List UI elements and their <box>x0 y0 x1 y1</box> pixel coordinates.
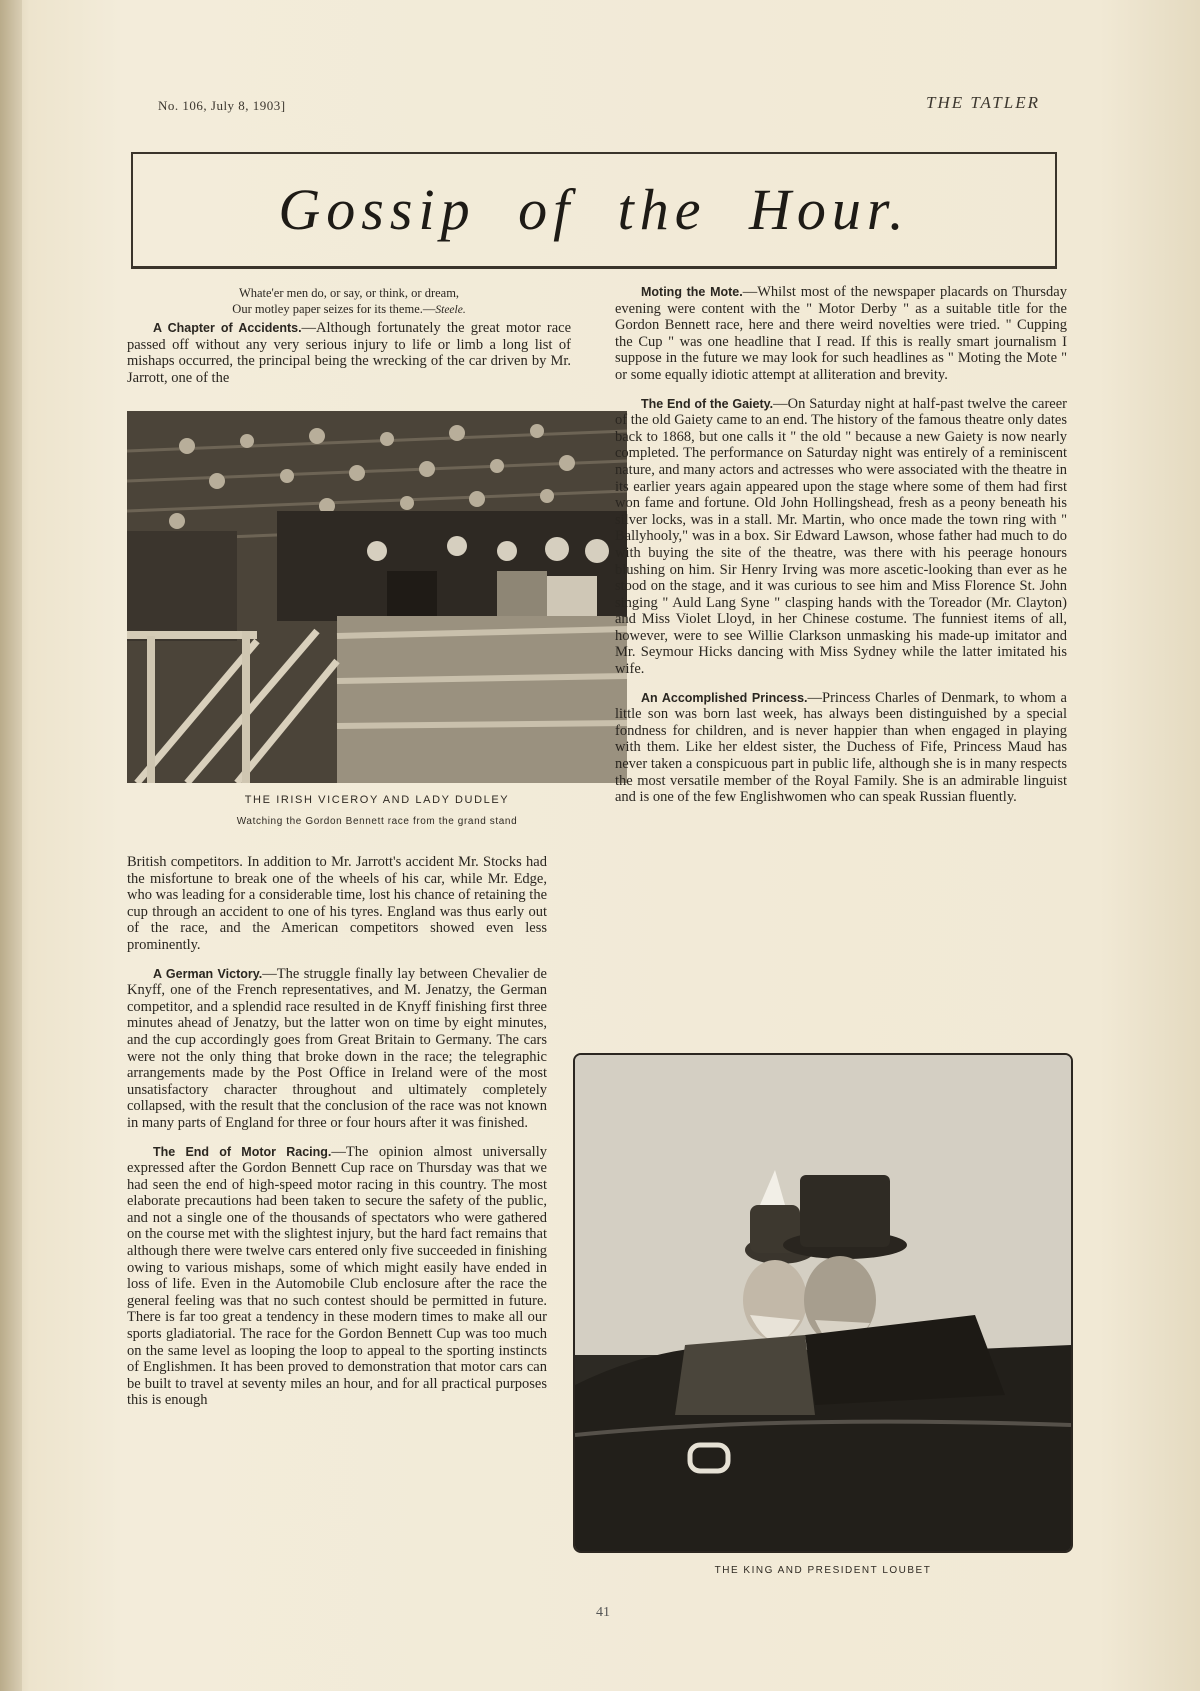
epigraph <box>127 285 571 318</box>
page-title: Gossip of the Hour. <box>278 177 910 242</box>
article-heading: The End of the Gaiety. <box>641 396 774 411</box>
right-column-top <box>615 284 1067 806</box>
page-number: 41 <box>596 1605 610 1620</box>
left-column-top <box>127 285 571 386</box>
article-heading: A Chapter of Accidents. <box>153 321 302 335</box>
king-carriage-photo-illustration <box>575 1055 1071 1551</box>
article-body: —The opinion almost universally expressed after the Gordon Bennett Cup race on Thursday was that we had seen the end of high-speed motor racing in this country. The most elaborate precautions had been taken to secure the safety of the public, and not a single one of the thousands of spectators who were gathered on the course met with the slightest injury, but the hard fact remains that although there were twelve cars entered only five succeeded in finishing owing to various mishaps, some of which might easily have ended in loss of life. Even in the Automobile Club enclosure after the race the general feeling was that no such contest should be permitted in future. There is far too great a tendency in these modern times to make all our sports gladiatorial. The race for the Gordon Bennett Cup was too much on the same level as looping the loop to appeal to the sporting instincts of Englishmen. It has been proved to demonstration that motor cars can be built to travel at seventy miles an hour, and for all practical purposes this is enough <box>127 1143 547 1409</box>
article-german-victory <box>127 966 547 1132</box>
grandstand-photo-illustration <box>127 411 627 783</box>
article-chapter-continued: British competitors. In addition to Mr. Jarrott's accident Mr. Stocks had the misfortune to break one of the wheels of his car, while Mr. Edge, who was leading for a considerable time, lost his chance of retaining the cup through an accident to one of his tyres. England was thus early out of the race, and the American competitors showed even less prominently. <box>127 854 547 953</box>
photo-irish-viceroy <box>127 411 627 783</box>
article-moting-the-mote <box>615 284 1067 384</box>
article-heading: The End of Motor Racing. <box>153 1144 332 1159</box>
epigraph-line-2: Our motley paper seizes for its theme.— <box>232 302 436 316</box>
magazine-name: THE TATLER <box>926 93 1040 112</box>
title-box <box>131 152 1057 269</box>
article-body: —Although fortunately the great motor race passed off without any very serious injury to life or limb a long list of mishaps occurred, the principal being the wrecking of the car driven by Mr. Jarrott, one of the <box>127 320 571 386</box>
article-chapter-of-accidents <box>127 320 571 386</box>
article-heading: Moting the Mote. <box>641 285 743 299</box>
article-body: —Whilst most of the newspaper placards on Thursday evening were content with the " Motor Derby " as a suitable title for the Gordon Bennett race, here and there weird novelties were tried. " Cupping the Cup " was one headline that I read. If this is really smart journalism I suppose in the future we may look for such headlines as " Moting the Mote " or some equally idiotic attempt at alliteration and brevity. <box>615 284 1067 383</box>
left-column-bottom <box>127 854 547 1409</box>
photo-king-caption: THE KING AND PRESIDENT LOUBET <box>714 1565 932 1576</box>
photo-king-and-loubet <box>573 1053 1073 1553</box>
article-heading: An Accomplished Princess. <box>641 690 808 705</box>
article-accomplished-princess <box>615 690 1067 806</box>
article-heading: A German Victory. <box>153 966 263 981</box>
photo-viceroy-subcaption: Watching the Gordon Bennett race from the grand stand <box>236 816 518 827</box>
article-body: —Princess Charles of Denmark, to whom a little son was born last week, has always been distinguished by a special fondness for children, and is never happier than when engaged in playing with them. Like her eldest sister, the Duchess of Fife, Princess Maud has never taken a conspicuous part in public life, although she is in many respects the most versatile member of the Royal Family. She is an admirable linguist and is one of the few Englishwomen who can speak Russian fluently. <box>615 689 1067 806</box>
epigraph-attribution: Steele. <box>435 304 466 316</box>
issue-line: No. 106, July 8, 1903] <box>158 98 286 113</box>
article-body: —On Saturday night at half-past twelve the career of the old Gaiety came to an end. The history of the famous theatre only dates back to 1868, but one calls it " the old " because a new Gaiety is now nearly completed. The performance on Saturday night was entirely of a reminiscent nature, and many actors and actresses who were associated with the theatre in its earlier years again appeared upon the stage where some of them had first won fame and fortune. Old John Hollingshead, fresh as a peony beneath his silver locks, was in a stall. Mr. Martin, who once made the town ring with " Ballyhooly," was in a box. Sir Edward Lawson, whose father had much to do with buying the site of the theatre, was there with his peerage honours blushing on him. Sir Henry Irving was more ascetic-looking than ever as he stood on the stage, and it was curious to see him and Miss Florence St. John singing " Auld Lang Syne " clasping hands with the Toreador (Mr. Clayton) and Miss Violet Lloyd, in her Chinese costume. The funniest items of all, however, were to see Willie Clarkson unmasking his made-up imitator and Mr. Seymour Hicks dancing with Miss Sydney while the latter imitated his wife. <box>615 395 1068 678</box>
article-end-of-motor-racing <box>127 1144 547 1410</box>
photo-viceroy-caption: THE IRISH VICEROY AND LADY DUDLEY <box>244 794 510 806</box>
article-body: —The struggle finally lay between Chevalier de Knyff, one of the French representatives, and M. Jenatzy, the German competitor, and a splendid race resulted in de Knyff finishing first three minutes ahead of Jenatzy, but the latter won on time by eight minutes, and the cup accordingly goes from Great Britain to Germany. The cars were not the only thing that broke down in the race; the telegraphic arrangements made by the Post Office in Ireland were of the most unsatisfactory character throughout and ultimately completely collapsed, with the result that the conclusion of the race was not known in many parts of England for three or four hours after it was finished. <box>127 965 547 1131</box>
epigraph-line-1: Whate'er men do, or say, or think, or dream, <box>238 286 460 300</box>
page-binding-edge <box>0 0 22 1691</box>
article-end-of-gaiety <box>615 396 1067 678</box>
